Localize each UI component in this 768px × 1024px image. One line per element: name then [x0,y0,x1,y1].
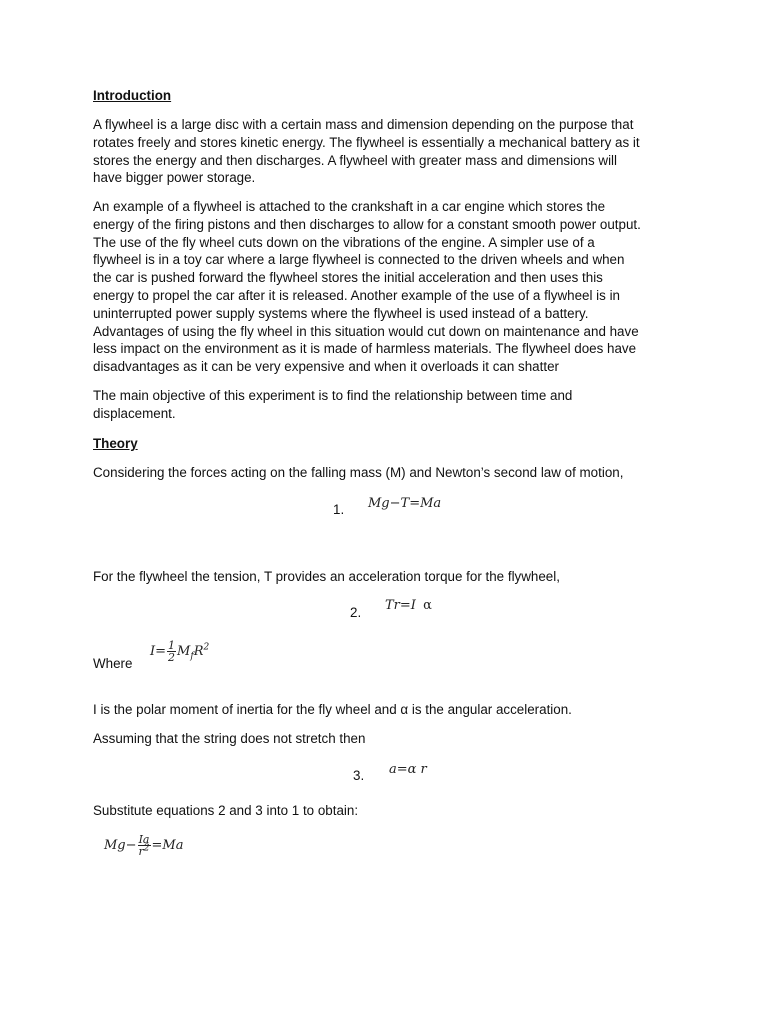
final-rhs: =Ma [151,838,184,853]
text-line: flywheel is in a toy car where a large flywheel is connected to the driven wheels and when [93,252,625,268]
where-label: Where [93,656,133,671]
mass-subscript: f [190,651,194,662]
intro-paragraph-3 [93,387,693,423]
text-line: uninterrupted power supply systems where the flywheel is used instead of a battery. [93,305,589,321]
intro-paragraph-2 [93,198,693,376]
tension-text: For the flywheel the tension, T provides an acceleration torque for the flywheel, [93,569,560,584]
theory-heading: Theory [93,436,138,451]
text-line: disadvantages as it can be very expensive and when it overloads it can shatter [93,359,559,375]
text-line: An example of a flywheel is attached to the crankshaft in a car engine which stores the [93,199,606,214]
equation-2-number: 2. [350,605,362,620]
fraction-numerator: Ia [138,833,150,846]
final-fraction [138,834,151,857]
text-line: rotates freely and stores kinetic energy. The flywheel is essentially a mechanical battery as it [93,134,640,150]
text-line: Advantages of using the fly wheel in this situation would cut down on maintenance and have [93,323,639,339]
equation-2 [385,597,432,615]
denominator-r: r [138,845,144,858]
denominator-exponent: 2 [143,843,150,854]
text-line: the car is pushed forward the flywheel stores the initial acceleration and then uses this [93,270,603,286]
introduction-heading: Introduction [93,88,172,103]
radius-symbol: R [193,644,204,659]
equation-3: a=α r [389,762,427,777]
alpha-symbol: α [423,598,432,613]
string-text: Assuming that the string does not stretch then [93,731,366,746]
mass-symbol: M [177,644,191,659]
final-equation [104,834,184,857]
text-line: less impact on the environment as it is made of harmless materials. The flywheel does have [93,341,637,357]
text-line: have bigger power storage. [93,170,256,186]
equation-2-lhs: Tr=I [385,598,416,613]
equation-1: Mg−T=Ma [368,496,442,511]
inertia-lhs: I= [150,644,167,659]
substitute-text: Substitute equations 2 and 3 into 1 to obtain: [93,803,359,818]
radius-exponent: 2 [203,642,210,653]
text-line: energy of the firing pistons and then discharges to allow for a constant smooth power output. [93,216,641,232]
intro-paragraph-1 [93,116,693,187]
one-half-fraction [167,640,176,663]
fraction-denominator: 2 [168,651,176,664]
inertia-equation [150,640,209,663]
text-line: A flywheel is a large disc with a certain mass and dimension depending on the purpose that [93,117,634,132]
text-line: The main objective of this experiment is to find the relationship between time and [93,388,573,403]
text-line: The use of the fly wheel cuts down on the vibrations of the engine. A simpler use of a [93,234,595,250]
forces-text: Considering the forces acting on the falling mass (M) and Newton’s second law of motion, [93,465,624,480]
text-line: stores the energy and then discharges. A flywheel with greater mass and dimensions will [93,152,617,168]
inertia-text: I is the polar moment of inertia for the fly wheel and α is the angular acceleration. [93,702,572,717]
text-line: displacement. [93,405,176,421]
fraction-numerator: 1 [168,639,176,652]
text-line: energy to propel the car after it is released. Another example of the use of a flywheel is in [93,287,620,303]
final-lhs: Mg− [104,838,137,853]
equation-1-number: 1. [333,502,345,517]
equation-3-number: 3. [353,768,365,783]
fraction-denominator [138,843,151,858]
